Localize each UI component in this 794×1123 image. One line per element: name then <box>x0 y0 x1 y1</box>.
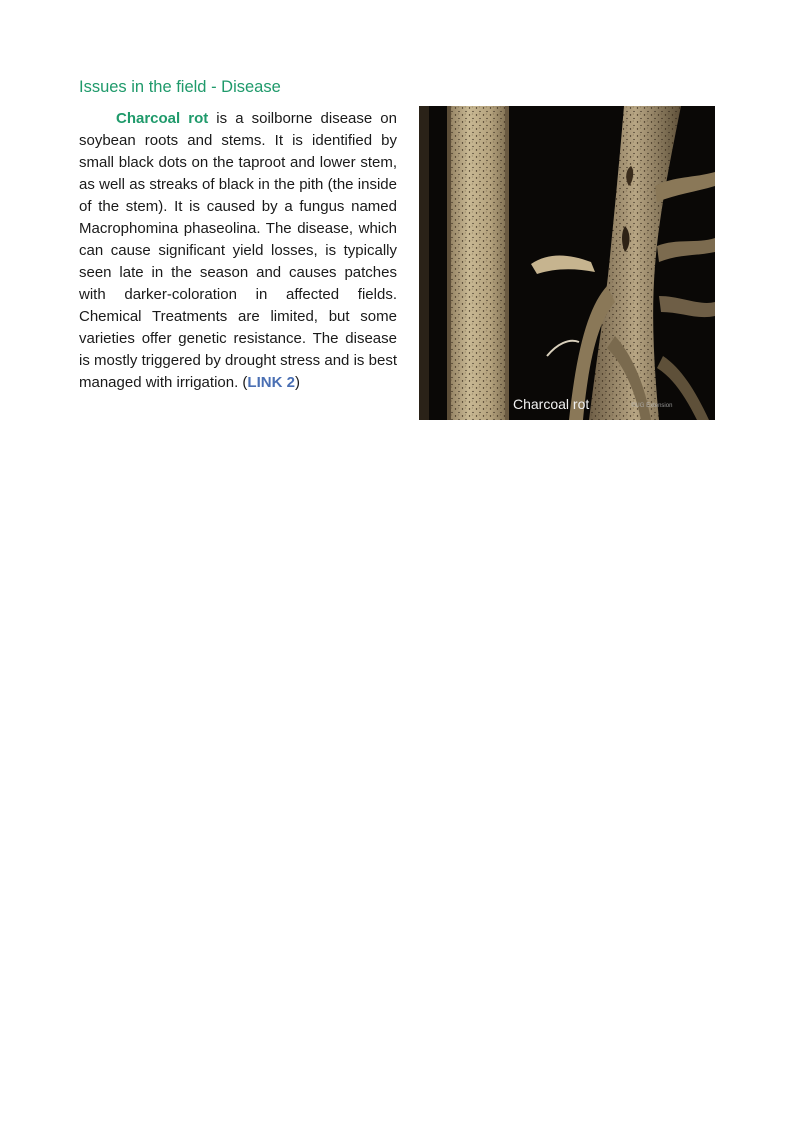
section-heading: Issues in the field - Disease <box>79 78 281 96</box>
disease-term: Charcoal rot <box>116 110 209 127</box>
disease-description <box>79 108 397 394</box>
photo-caption: Charcoal rot <box>513 396 590 412</box>
closing-paren: ) <box>294 374 300 391</box>
charcoal-rot-illustration <box>419 106 715 420</box>
charcoal-rot-photo <box>419 106 715 420</box>
photo-credit: ©UG Extension <box>631 403 673 409</box>
description-text: is a soilborne disease on soybean roots and stems. It is identified by small black dots on the taproot and lower stem, as well as streaks of black in the pith (the inside of the stem). It is caused by a fungus named Macrophomina phaseolina. The disease, which can cause significant yield losses, is typically seen late in the season and causes patches with darker-coloration in affected fields. Chemical Treatments are limited, but some varieties offer genetic resistance. The disease is mostly triggered by drought stress and is best managed with irrigation. ( <box>79 110 397 391</box>
link-2[interactable]: LINK 2 <box>247 374 295 391</box>
